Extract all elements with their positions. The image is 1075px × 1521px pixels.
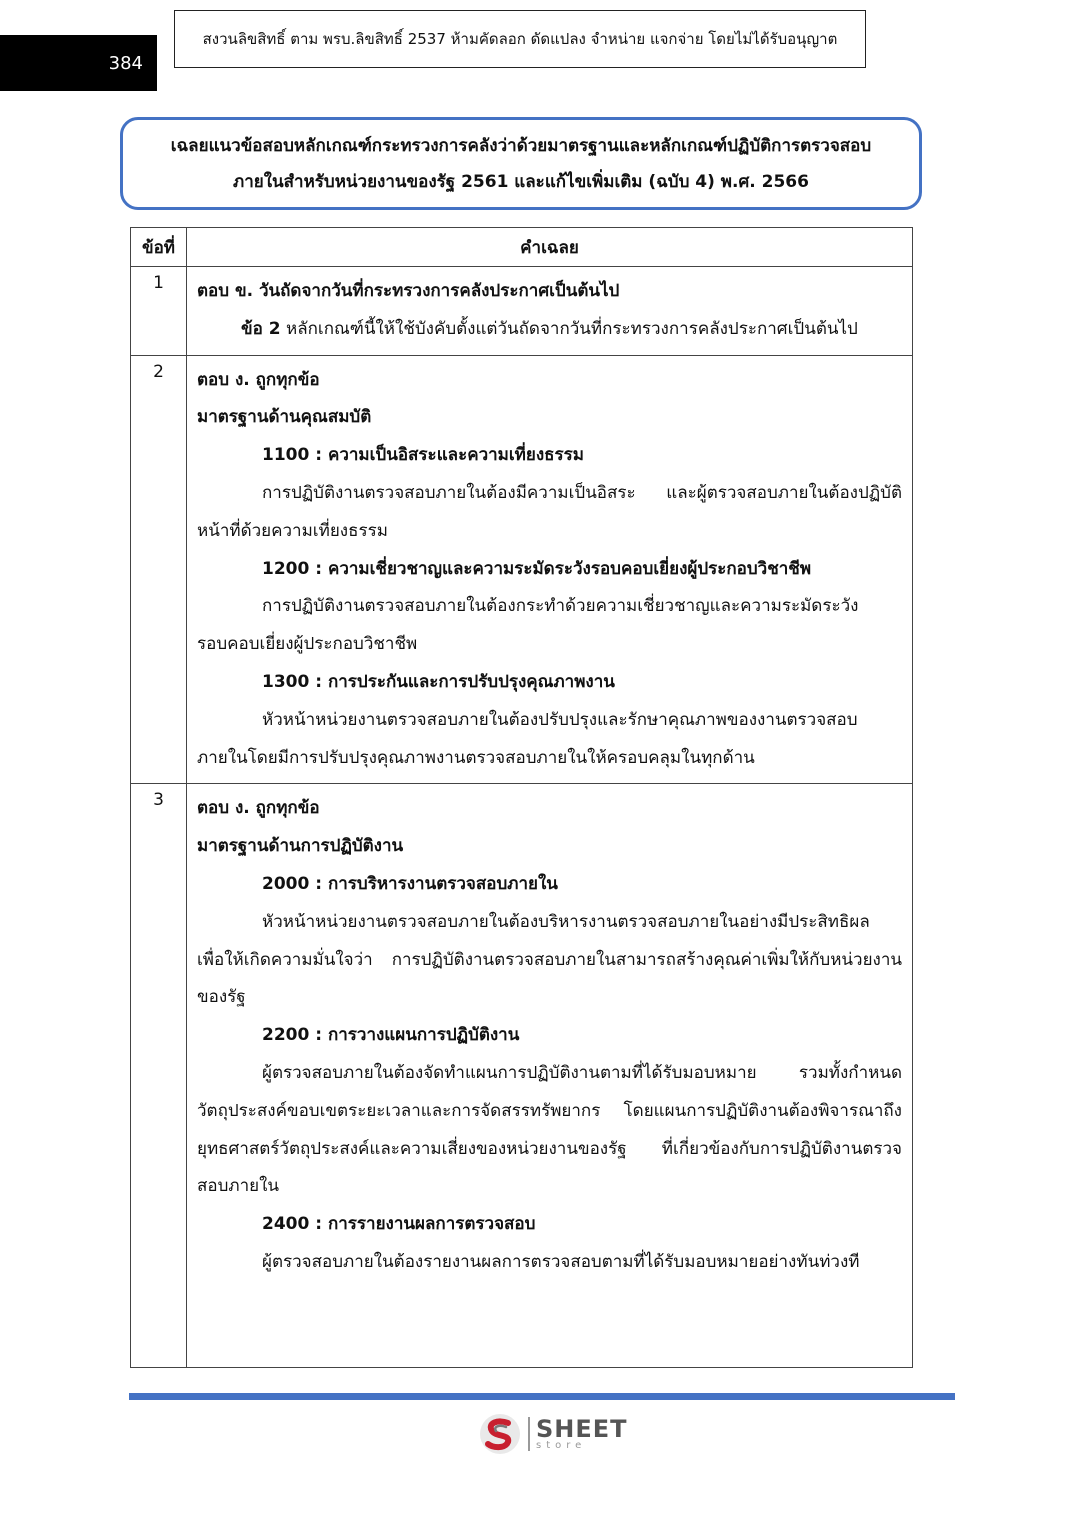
item-text: การปฏิบัติงานตรวจสอบภายในต้องมีความเป็นอิสระ และผู้ตรวจสอบภายในต้องปฏิบัติหน้าที่ด้วยความเที่ยงธรรม: [197, 482, 902, 541]
answer-choice: ตอบ ง. ถูกทุกข้อ: [197, 369, 320, 390]
page-number: 384: [0, 35, 157, 91]
column-header-no: ข้อที่: [131, 228, 187, 267]
item-text: การปฏิบัติงานตรวจสอบภายในต้องกระทำด้วยความเชี่ยวชาญและความระมัดระวังรอบคอบเยี่ยงผู้ประกอบวิชาชีพ: [197, 596, 859, 655]
item-heading: 2200 : การวางแผนการปฏิบัติงาน: [262, 1025, 520, 1046]
item-heading: 2000 : การบริหารงานตรวจสอบภายใน: [262, 873, 558, 894]
item-heading: 1100 : ความเป็นอิสระและความเที่ยงธรรม: [262, 445, 584, 466]
table-row: [131, 784, 913, 1368]
answer-table: [130, 227, 913, 1368]
answer-cell: [187, 267, 913, 356]
table-header-row: [131, 228, 913, 267]
row-number: 2: [131, 355, 187, 784]
reference-label: ข้อ 2: [241, 318, 281, 339]
footer-divider: [129, 1393, 955, 1400]
reference-text: [197, 311, 902, 349]
item-text: หัวหน้าหน่วยงานตรวจสอบภายในต้องบริหารงานตรวจสอบภายในอย่างมีประสิทธิผล เพื่อให้เกิดความมั่นใจว่า การปฏิบัติงานตรวจสอบภายในสามารถสร้างคุณค่าเพิ่มให้กับหน่วยงานของรัฐ: [197, 911, 902, 1008]
item-heading: 1200 : ความเชี่ยวชาญและความระมัดระวังรอบคอบเยี่ยงผู้ประกอบวิชาชีพ: [262, 558, 812, 579]
item-heading: 1300 : การประกันและการปรับปรุงคุณภาพงาน: [262, 671, 615, 692]
item-heading: 2400 : การรายงานผลการตรวจสอบ: [262, 1214, 536, 1235]
item-text: หัวหน้าหน่วยงานตรวจสอบภายในต้องปรับปรุงและรักษาคุณภาพของงานตรวจสอบภายในโดยมีการปรับปรุงคุณภาพงานตรวจสอบภายในให้ครอบคลุมในทุกด้าน: [197, 709, 858, 768]
answer-cell: [187, 784, 913, 1368]
standard-heading: มาตรฐานด้านการปฏิบัติงาน: [197, 836, 404, 857]
logo-sub-text: store: [536, 1440, 587, 1451]
column-header-answer: คำเฉลย: [187, 228, 913, 267]
row-number: 1: [131, 267, 187, 356]
reference-body: หลักเกณฑ์นี้ให้ใช้บังคับตั้งแต่วันถัดจากวันที่กระทรวงการคลังประกาศเป็นต้นไป: [280, 318, 858, 339]
item-text: ผู้ตรวจสอบภายในต้องจัดทำแผนการปฏิบัติงานตามที่ได้รับมอบหมาย รวมทั้งกำหนดวัตถุประสงค์ขอบเขตระยะเวลาและการจัดสรรทรัพยากร โดยแผนการปฏิบัติงานต้องพิจารณาถึงยุทธศาสตร์วัตถุประสงค์และความเสี่ยงของหน่วยงานของรัฐ ที่เกี่ยวข้องกับการปฏิบัติงานตรวจสอบภายใน: [197, 1062, 902, 1197]
logo-wordmark: [528, 1417, 628, 1451]
sheet-store-logo: [478, 1410, 628, 1458]
answer-choice: ตอบ ข. วันถัดจากวันที่กระทรวงการคลังประกาศเป็นต้นไป: [197, 281, 620, 301]
logo-main-text: SHEET: [536, 1415, 628, 1443]
standard-heading: มาตรฐานด้านคุณสมบัติ: [197, 407, 372, 428]
table-row: [131, 355, 913, 784]
item-text: ผู้ตรวจสอบภายในต้องรายงานผลการตรวจสอบตามที่ได้รับมอบหมายอย่างทันท่วงที: [262, 1251, 860, 1272]
page-title: [120, 117, 922, 210]
row-number: 3: [131, 784, 187, 1368]
answer-choice: ตอบ ง. ถูกทุกข้อ: [197, 798, 320, 819]
title-line-2: ภายในสำหรับหน่วยงานของรัฐ 2561 และแก้ไขเพิ่มเติม (ฉบับ 4) พ.ศ. 2566: [233, 171, 809, 192]
answer-cell: [187, 355, 913, 784]
sheet-store-s-logo-icon: [478, 1412, 522, 1456]
table-row: [131, 267, 913, 356]
copyright-notice: สงวนลิขสิทธิ์ ตาม พรบ.ลิขสิทธิ์ 2537 ห้ามคัดลอก ดัดแปลง จำหน่าย แจกจ่าย โดยไม่ได้รับอนุญาต: [174, 10, 866, 68]
title-line-1: เฉลยแนวข้อสอบหลักเกณฑ์กระทรวงการคลังว่าด้วยมาตรฐานและหลักเกณฑ์ปฏิบัติการตรวจสอบ: [170, 135, 872, 156]
